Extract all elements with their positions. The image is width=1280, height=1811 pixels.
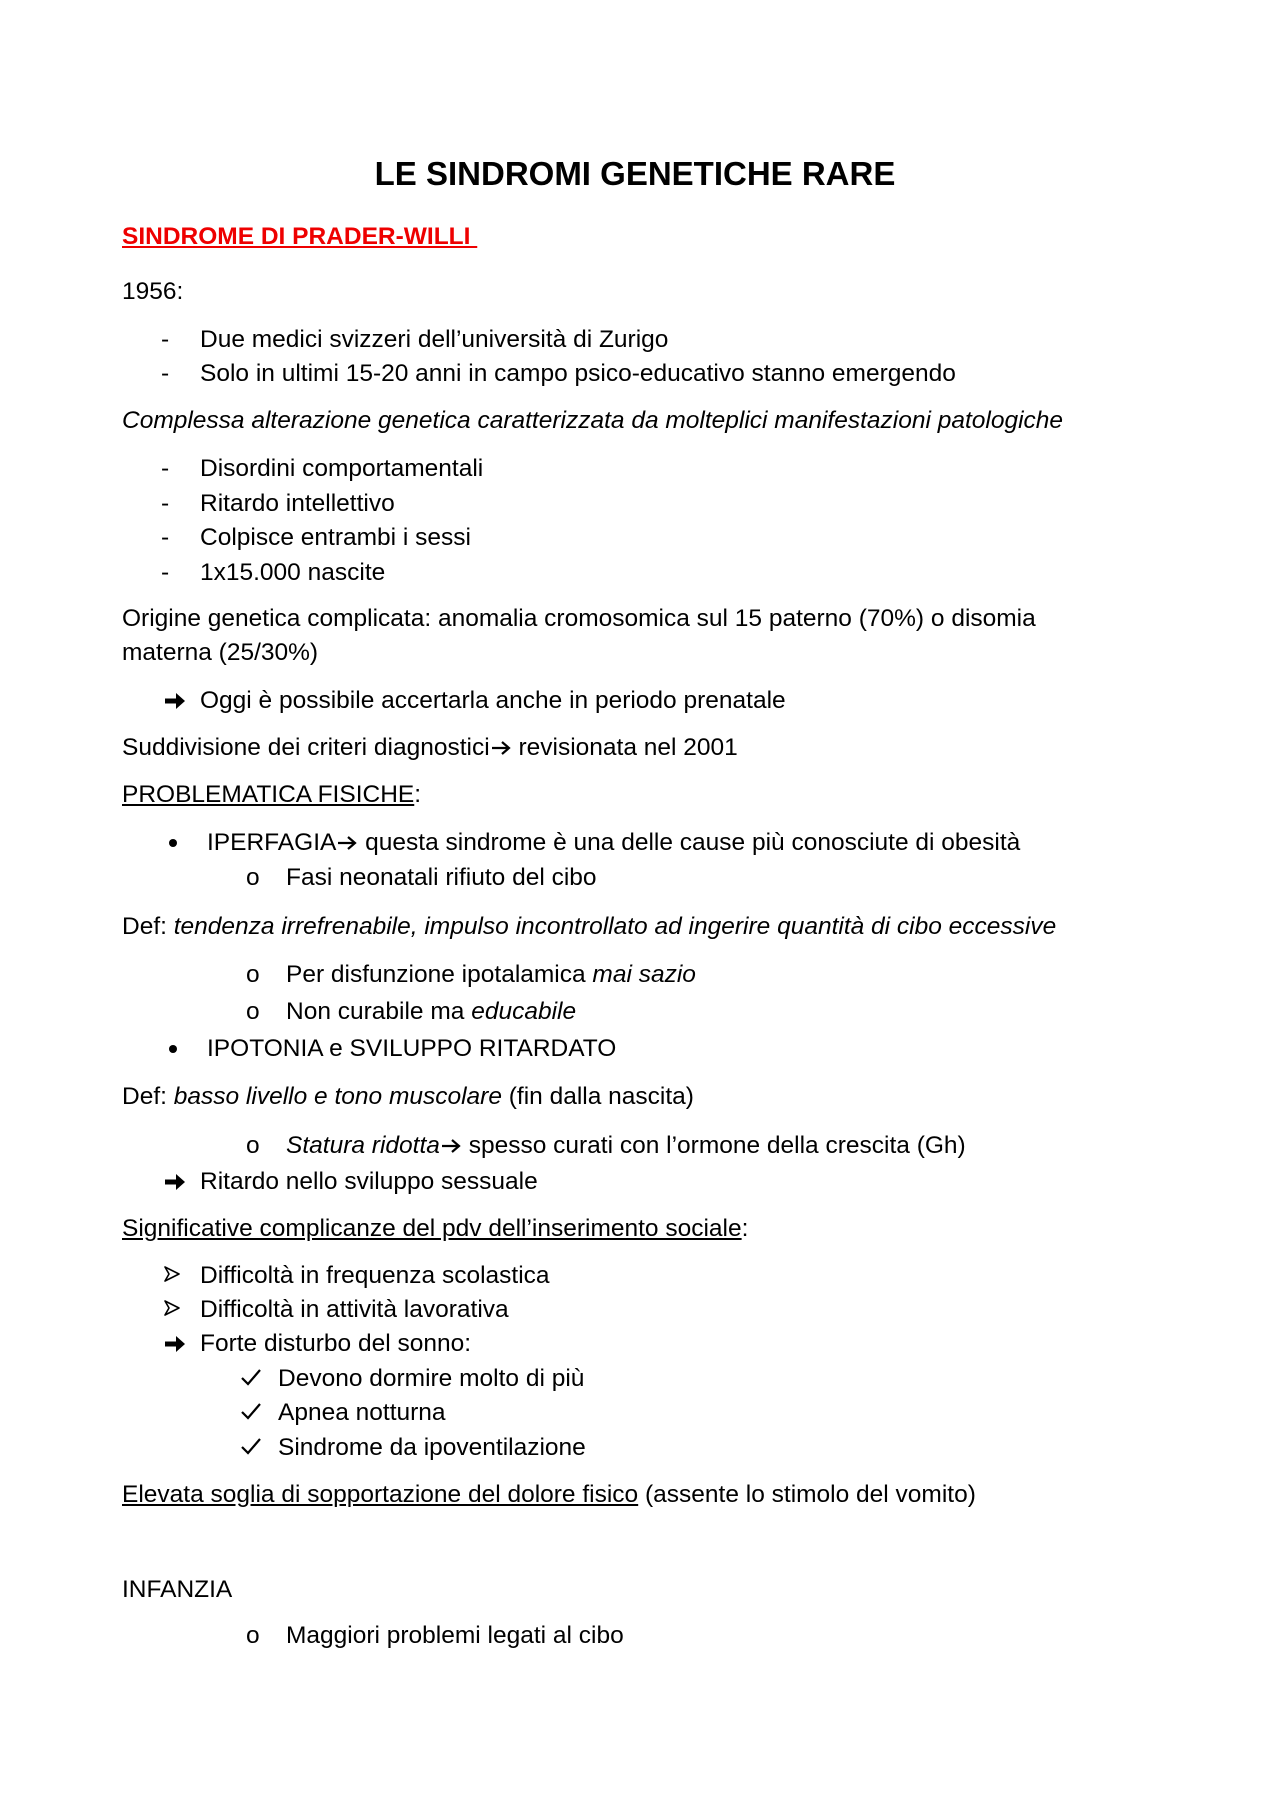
social-heading: Significative complicanze del pdv dell’inserimento sociale: [122, 1215, 749, 1242]
iperfagia-term: IPERFAGIA [207, 829, 337, 856]
sub-item: Statura ridotta spesso curati con l’ormone della crescita (Gh) [286, 1132, 966, 1159]
list-item: Colpisce entrambi i sessi [200, 524, 471, 551]
list-item: Ritardo intellettivo [200, 490, 395, 517]
circle-marker: o [246, 1622, 260, 1649]
right-arrow-icon [336, 834, 358, 852]
arrowhead-bullet-icon [162, 1299, 182, 1317]
right-arrow-icon [490, 739, 512, 757]
bold-right-arrow-icon [163, 1334, 187, 1354]
origin-line-2: materna (25/30%) [122, 639, 319, 666]
sub-item: Per disfunzione ipotalamica mai sazio [286, 961, 696, 988]
list-item: Difficoltà in attività lavorativa [200, 1296, 509, 1323]
bold-right-arrow-icon [163, 691, 187, 711]
arrow-item: Forte disturbo del sonno: [200, 1330, 472, 1357]
criteria-year: revisionata nel 2001 [511, 734, 738, 761]
dash-marker: - [161, 559, 170, 586]
infanzia-heading: INFANZIA [122, 1576, 233, 1603]
check-item: Devono dormire molto di più [278, 1365, 585, 1392]
dash-marker: - [161, 360, 170, 387]
prenatal-note: Oggi è possibile accertarla anche in periodo prenatale [200, 687, 786, 714]
iperfagia-text: questa sindrome è una delle cause più conosciute di obesità [358, 829, 1021, 856]
list-item: Due medici svizzeri dell’università di Zurigo [200, 326, 669, 353]
dash-marker: - [161, 455, 170, 482]
right-arrow-icon [440, 1137, 462, 1155]
dash-marker: - [161, 524, 170, 551]
bullet-icon [169, 1045, 177, 1053]
circle-marker: o [246, 998, 260, 1025]
check-mark-icon [240, 1436, 262, 1456]
complex-description: Complessa alterazione genetica caratterizzata da molteplici manifestazioni patologiche [122, 407, 1064, 434]
criteria-text: Suddivisione dei criteri diagnostici [122, 734, 490, 761]
section-heading: SINDROME DI PRADER-WILLI [122, 223, 478, 250]
arrowhead-bullet-icon [162, 1265, 182, 1283]
page-title: LE SINDROMI GENETICHE RARE [374, 155, 896, 192]
check-item: Sindrome da ipoventilazione [278, 1434, 586, 1461]
arrow-item: Ritardo nello sviluppo sessuale [200, 1168, 538, 1195]
bold-right-arrow-icon [163, 1172, 187, 1192]
iperfagia-item [207, 828, 1020, 858]
definition-line: Def: tendenza irrefrenabile, impulso incontrollato ad ingerire quantità di cibo eccessive [122, 913, 1057, 940]
list-item: Disordini comportamentali [200, 455, 484, 482]
sub-item: Fasi neonatali rifiuto del cibo [286, 864, 597, 891]
list-item: Solo in ultimi 15-20 anni in campo psico-educativo stanno emergendo [200, 360, 956, 387]
check-mark-icon [240, 1367, 262, 1387]
check-mark-icon [240, 1401, 262, 1421]
sub-item: Non curabile ma educabile [286, 998, 577, 1025]
list-item: 1x15.000 nascite [200, 559, 386, 586]
criteria-line [122, 733, 738, 763]
year-label: 1956: [122, 278, 184, 305]
check-item: Apnea notturna [278, 1399, 446, 1426]
dash-marker: - [161, 490, 170, 517]
pain-line: Elevata soglia di sopportazione del dolore fisico (assente lo stimolo del vomito) [122, 1481, 976, 1508]
definition-text: tendenza irrefrenabile, impulso incontrollato ad ingerire quantità di cibo eccessive [173, 913, 1057, 940]
circle-marker: o [246, 864, 260, 891]
bullet-icon [169, 839, 177, 847]
dash-marker: - [161, 326, 170, 353]
origin-line-1: Origine genetica complicata: anomalia cromosomica sul 15 paterno (70%) o disomia [122, 605, 1036, 632]
sub-item: Maggiori problemi legati al cibo [286, 1622, 624, 1649]
ipotonia-item: IPOTONIA e SVILUPPO RITARDATO [207, 1035, 617, 1062]
physical-heading-text: PROBLEMATICA FISICHE [122, 781, 415, 808]
circle-marker: o [246, 1132, 260, 1159]
list-item: Difficoltà in frequenza scolastica [200, 1262, 550, 1289]
circle-marker: o [246, 961, 260, 988]
physical-heading: PROBLEMATICA FISICHE: [122, 781, 422, 808]
definition-line: Def: basso livello e tono muscolare (fin dalla nascita) [122, 1083, 694, 1110]
